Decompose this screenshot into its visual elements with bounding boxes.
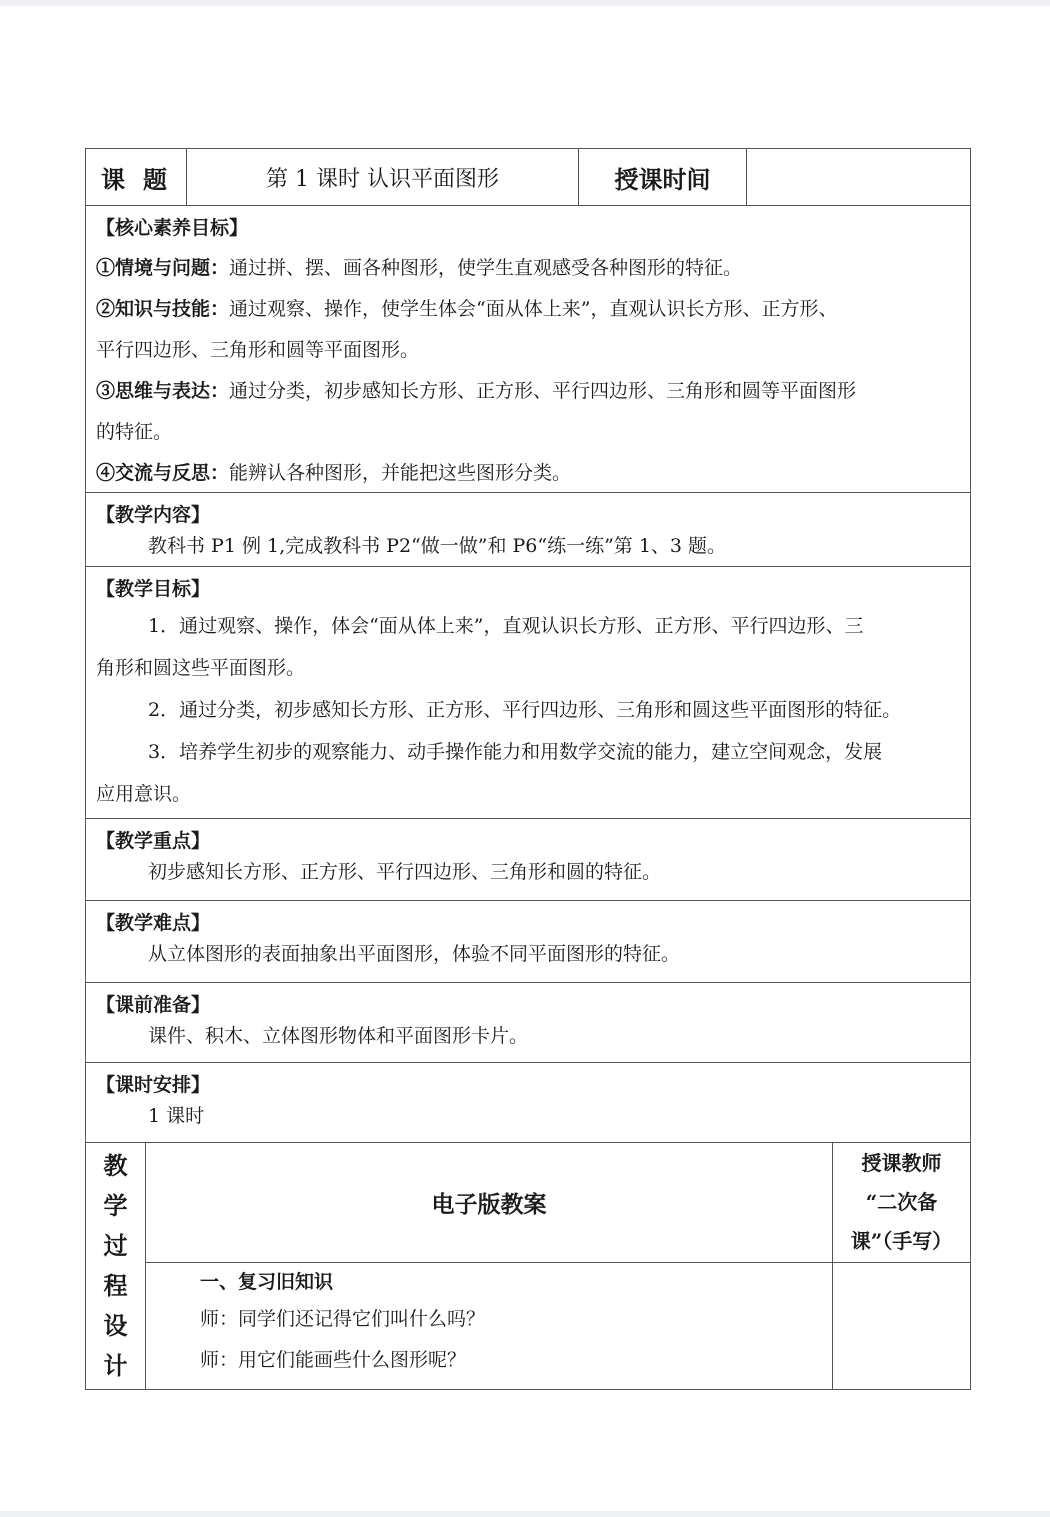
schedule-text: 1 课时 [148, 1105, 205, 1127]
core-goal-1 [96, 248, 960, 289]
teacher-notes-line: 授课教师 [861, 1151, 942, 1175]
core-goal-4 [96, 453, 960, 494]
core-goal-2 [96, 289, 960, 330]
teaching-goal-1: 1．通过观察、操作，体会“面从体上来”，直观认识长方形、正方形、平行四边形、三 [148, 615, 864, 637]
difficulties-text: 从立体图形的表面抽象出平面图形，体验不同平面图形的特征。 [148, 943, 681, 965]
core-goal-text: 能辨认各种图形，并能把这些图形分类。 [229, 462, 572, 484]
teaching-goals-title: 【教学目标】 [96, 578, 211, 600]
time-label: 授课时间 [579, 149, 747, 205]
lesson-title: 第 1 课时 认识平面图形 [187, 149, 579, 205]
process-main-column [146, 1143, 833, 1389]
teaching-goal-3-cont: 应用意识。 [96, 783, 192, 805]
schedule-title: 【课时安排】 [96, 1074, 211, 1096]
core-goal-3 [96, 371, 960, 412]
process-body [146, 1263, 832, 1381]
core-goal-label: ②知识与技能： [96, 298, 230, 320]
core-goal-label: ①情境与问题： [96, 257, 230, 279]
bottom-edge [0, 1511, 1050, 1517]
teaching-goal-2: 2．通过分类，初步感知长方形、正方形、平行四边形、三角形和圆这些平面图形的特征。 [148, 699, 902, 721]
teaching-process-section [86, 1143, 970, 1389]
process-side-column [833, 1143, 970, 1389]
core-goal-3-cont: 的特征。 [96, 421, 173, 443]
core-goal-2-cont: 平行四边形、三角形和圆等平面图形。 [96, 339, 420, 361]
schedule-section [86, 1063, 970, 1143]
preparation-text: 课件、积木、立体图形物体和平面图形卡片。 [148, 1025, 529, 1047]
key-points-title: 【教学重点】 [96, 830, 211, 852]
difficulties-title: 【教学难点】 [96, 912, 211, 934]
core-goals-section [86, 206, 970, 493]
core-goal-text: 通过分类，初步感知长方形、正方形、平行四边形、三角形和圆等平面图形 [229, 380, 857, 402]
header-row [86, 149, 970, 206]
preparation-section [86, 983, 970, 1063]
teacher-notes-line: “二次备 [865, 1190, 938, 1214]
teaching-content-text: 教科书 P1 例 1,完成教科书 P2“做一做”和 P6“练一练”第 1、3 题。 [148, 535, 727, 557]
top-edge [0, 0, 1050, 6]
process-label-char: 过 [103, 1231, 128, 1260]
subject-label: 课题 [86, 149, 187, 205]
process-label-char: 教 [103, 1151, 128, 1180]
key-points-text: 初步感知长方形、正方形、平行四边形、三角形和圆的特征。 [148, 861, 662, 883]
difficulties-section [86, 901, 970, 983]
time-value [747, 149, 970, 205]
teaching-goals-section [86, 567, 970, 819]
teaching-content-title: 【教学内容】 [96, 504, 211, 526]
electronic-plan-title: 电子版教案 [146, 1143, 832, 1263]
teaching-content-section [86, 493, 970, 567]
process-label-char: 计 [103, 1351, 128, 1380]
teaching-goal-3: 3．培养学生初步的观察能力、动手操作能力和用数学交流的能力，建立空间观念，发展 [148, 741, 883, 763]
teaching-goal-1-cont: 角形和圆这些平面图形。 [96, 657, 306, 679]
process-label-char: 学 [103, 1191, 128, 1220]
process-label-char: 程 [103, 1271, 128, 1300]
core-goal-label: ③思维与表达： [96, 380, 230, 402]
core-goal-text: 通过拼、摆、画各种图形，使学生直观感受各种图形的特征。 [229, 257, 743, 279]
preparation-title: 【课前准备】 [96, 994, 211, 1016]
teacher-notes-header [833, 1143, 970, 1263]
process-vertical-label [86, 1143, 146, 1389]
process-section-title: 一、复习旧知识 [200, 1271, 334, 1293]
process-line: 师：同学们还记得它们叫什么吗？ [200, 1308, 486, 1330]
core-goal-label: ④交流与反思： [96, 462, 230, 484]
teacher-notes-line: 课”（手写） [850, 1229, 953, 1253]
core-goal-text: 通过观察、操作，使学生体会“面从体上来”，直观认识长方形、正方形、 [229, 298, 838, 320]
process-label-char: 设 [103, 1311, 128, 1340]
process-line: 师：用它们能画些什么图形呢？ [200, 1349, 467, 1371]
core-goals-title: 【核心素养目标】 [96, 217, 249, 239]
lesson-plan-table [85, 148, 971, 1390]
key-points-section [86, 819, 970, 901]
